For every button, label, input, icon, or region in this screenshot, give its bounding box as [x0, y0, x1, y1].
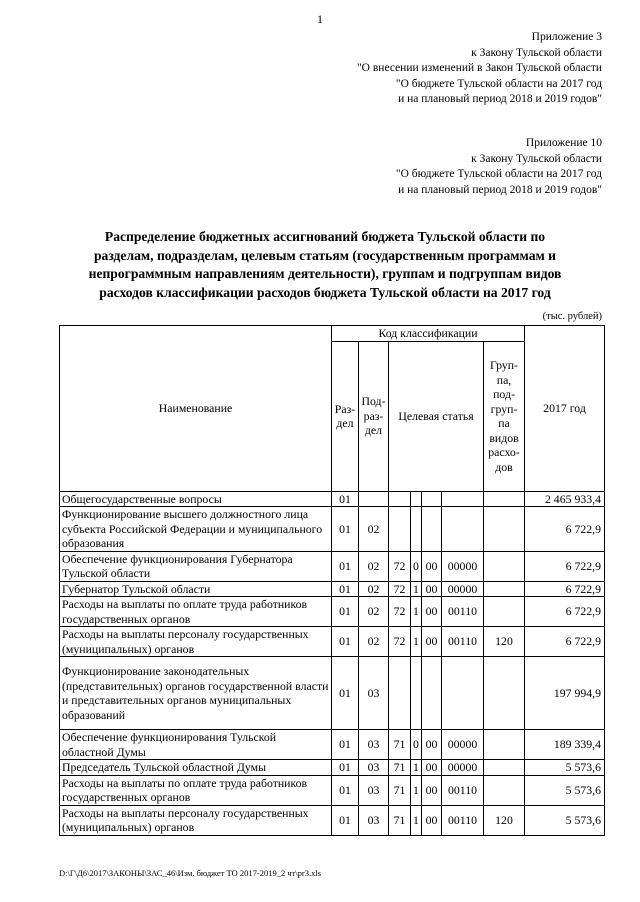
table-row: [60, 730, 605, 760]
row-name: Председатель Тульской областной Думы: [60, 760, 332, 776]
row-target-event: 00: [422, 805, 442, 835]
row-target-direction: 00000: [442, 730, 484, 760]
row-name: Функционирование высшего должностного лица субъекта Российской Федерации и муниципального образования: [60, 507, 332, 552]
row-section: 01: [332, 775, 359, 805]
row-target-subprogram: [411, 507, 422, 552]
row-amount: 6 722,9: [525, 551, 605, 581]
header-year: 2017 год: [525, 326, 605, 492]
row-target-event: [422, 657, 442, 730]
page-number: 1: [317, 12, 323, 26]
row-name: Расходы на выплаты персоналу государственных (муниципальных) органов: [60, 805, 332, 835]
row-target-subprogram: 1: [411, 760, 422, 776]
row-target-event: 00: [422, 597, 442, 627]
appendix-line: "О бюджете Тульской области на 2017 год: [395, 77, 602, 90]
row-target-event: 00: [422, 730, 442, 760]
row-section: 01: [332, 627, 359, 657]
appendix-line: "О бюджете Тульской области на 2017 год: [395, 168, 602, 180]
row-target-subprogram: 1: [411, 597, 422, 627]
row-target-program: [389, 491, 411, 507]
row-expense-group: 120: [484, 805, 525, 835]
row-target-event: 00: [422, 760, 442, 776]
row-name: Губернатор Тульской области: [60, 581, 332, 597]
row-target-event: 00: [422, 627, 442, 657]
row-expense-group: [484, 507, 525, 552]
row-section: 01: [332, 760, 359, 776]
row-expense-group: [484, 730, 525, 760]
row-target-subprogram: 1: [411, 627, 422, 657]
row-subsection: 03: [359, 775, 389, 805]
row-target-program: 72: [389, 581, 411, 597]
row-name: Расходы на выплаты персоналу государственных (муниципальных) органов: [60, 627, 332, 657]
row-target-direction: 00000: [442, 581, 484, 597]
row-target-program: 72: [389, 551, 411, 581]
table-row: [60, 491, 605, 507]
row-amount: 197 994,9: [525, 657, 605, 730]
row-expense-group: [484, 597, 525, 627]
row-target-subprogram: 1: [411, 805, 422, 835]
table-row: [60, 507, 605, 552]
appendix-line: к Закону Тульской области: [471, 46, 602, 59]
appendix-line: Приложение 3: [531, 31, 602, 43]
row-target-program: 72: [389, 597, 411, 627]
row-subsection: 03: [359, 805, 389, 835]
table-row: [60, 597, 605, 627]
row-expense-group: [484, 760, 525, 776]
row-expense-group: 120: [484, 627, 525, 657]
row-amount: 6 722,9: [525, 581, 605, 597]
row-target-event: [422, 507, 442, 552]
header-section: Раз- дел: [332, 341, 359, 491]
row-section: 01: [332, 597, 359, 627]
row-target-subprogram: [411, 657, 422, 730]
row-section: 01: [332, 551, 359, 581]
title-line: расходов классификации расходов бюджета Тульской области на 2017 год: [99, 284, 551, 300]
title-line: непрограммным направлениям деятельности), группам и подгруппам видов: [88, 266, 562, 281]
row-name: Обеспечение функционирования Губернатора Тульской области: [60, 551, 332, 581]
row-expense-group: [484, 657, 525, 730]
header-group: Груп- па, под- груп- па видов расхо- дов: [484, 341, 525, 491]
row-expense-group: [484, 551, 525, 581]
row-section: 01: [332, 657, 359, 730]
row-amount: 5 573,6: [525, 760, 605, 776]
row-target-program: 71: [389, 775, 411, 805]
table-row: [60, 775, 605, 805]
row-target-program: [389, 657, 411, 730]
row-section: 01: [332, 805, 359, 835]
title-line: Распределение бюджетных ассигнований бюджета Тульской области по: [104, 229, 546, 244]
row-name: Функционирование законодательных (представительных) органов государственной власти и представительных органов муниципальных образований: [60, 657, 332, 730]
row-target-program: 72: [389, 627, 411, 657]
appendix-line: Приложение 10: [525, 137, 602, 149]
row-target-direction: 00110: [442, 775, 484, 805]
row-target-direction: [442, 657, 484, 730]
row-amount: 2 465 933,4: [525, 491, 605, 507]
row-target-subprogram: 1: [411, 775, 422, 805]
row-subsection: 02: [359, 507, 389, 552]
row-subsection: [359, 491, 389, 507]
appendix-line: к Закону Тульской области: [471, 152, 602, 165]
row-target-event: 00: [422, 581, 442, 597]
budget-table: [59, 325, 605, 836]
row-target-direction: 00110: [442, 597, 484, 627]
row-target-direction: 00110: [442, 627, 484, 657]
row-target-subprogram: 0: [411, 551, 422, 581]
row-target-event: 00: [422, 551, 442, 581]
row-subsection: 02: [359, 551, 389, 581]
row-amount: 6 722,9: [525, 597, 605, 627]
appendix-line: и на плановый период 2018 и 2019 годов": [398, 183, 602, 196]
table-row: [60, 760, 605, 776]
row-target-event: [422, 491, 442, 507]
appendix-line: "О внесении изменений в Закон Тульской области: [356, 62, 602, 74]
row-target-program: 71: [389, 760, 411, 776]
row-amount: 6 722,9: [525, 627, 605, 657]
header-row: [60, 326, 605, 342]
row-section: 01: [332, 581, 359, 597]
table-row: [60, 551, 605, 581]
row-section: 01: [332, 491, 359, 507]
table-row: [60, 581, 605, 597]
row-subsection: 03: [359, 760, 389, 776]
table-row: [60, 805, 605, 835]
row-target-subprogram: 1: [411, 581, 422, 597]
row-target-direction: [442, 507, 484, 552]
row-target-subprogram: 0: [411, 730, 422, 760]
row-name: Расходы на выплаты по оплате труда работников государственных органов: [60, 597, 332, 627]
row-target-direction: [442, 491, 484, 507]
row-section: 01: [332, 730, 359, 760]
row-name: Обеспечение функционирования Тульской областной Думы: [60, 730, 332, 760]
row-target-direction: 00000: [442, 551, 484, 581]
row-target-program: 71: [389, 730, 411, 760]
header-code: Код классификации: [332, 326, 525, 342]
row-name: Общегосударственные вопросы: [60, 491, 332, 507]
title-line: разделам, подразделам, целевым статьям (государственным программам и: [93, 247, 557, 263]
row-amount: 5 573,6: [525, 775, 605, 805]
row-amount: 189 339,4: [525, 730, 605, 760]
row-target-direction: 00110: [442, 805, 484, 835]
row-subsection: 03: [359, 730, 389, 760]
row-subsection: 02: [359, 597, 389, 627]
row-expense-group: [484, 491, 525, 507]
row-target-program: 71: [389, 805, 411, 835]
header-name: Наименование: [60, 326, 332, 492]
document-title: [30, 228, 620, 302]
row-subsection: 02: [359, 581, 389, 597]
header-subsection: Под- раз- дел: [359, 341, 389, 491]
row-target-subprogram: [411, 491, 422, 507]
row-section: 01: [332, 507, 359, 552]
file-path-footer: D:\Г\Д6\2017\ЗАКОНЫ\ЗАС_46\Изм. бюджет ТО 2017-2019_2 чт\pr3.xls: [59, 868, 322, 878]
appendix-line: и на плановый период 2018 и 2019 годов": [398, 93, 602, 105]
appendix-10-header: [396, 136, 602, 198]
row-amount: 5 573,6: [525, 805, 605, 835]
appendix-3-header: [357, 30, 602, 108]
row-expense-group: [484, 775, 525, 805]
row-target-direction: 00000: [442, 760, 484, 776]
header-target: Целевая статья: [389, 341, 484, 491]
table-row: [60, 657, 605, 730]
row-expense-group: [484, 581, 525, 597]
row-subsection: 03: [359, 657, 389, 730]
table-row: [60, 627, 605, 657]
row-amount: 6 722,9: [525, 507, 605, 552]
row-target-program: [389, 507, 411, 552]
row-name: Расходы на выплаты по оплате труда работников государственных органов: [60, 775, 332, 805]
row-target-event: 00: [422, 775, 442, 805]
units-label: (тыс. рублей): [542, 311, 602, 322]
row-subsection: 02: [359, 627, 389, 657]
